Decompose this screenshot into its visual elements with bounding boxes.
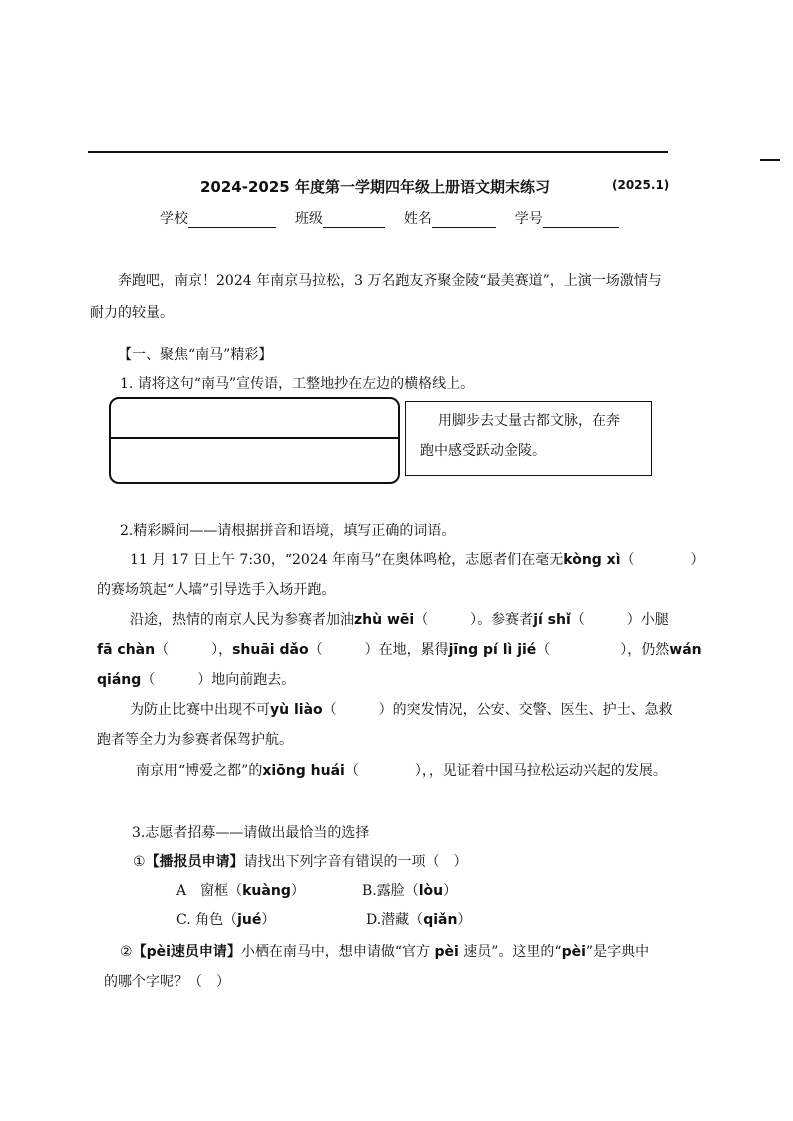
option-a-pinyin: kuàng xyxy=(242,883,291,899)
field-name-label: 姓名 xyxy=(403,211,432,227)
section1-heading: 【一、聚焦“南马”精彩】 xyxy=(118,347,273,363)
q2-text: 南京用“博爱之都”的 xyxy=(136,763,263,779)
slogan-box xyxy=(405,401,652,476)
option-d-close: ） xyxy=(457,912,472,928)
q2-text: 为防止比赛中出现不可 xyxy=(130,702,270,718)
page-title: 2024-2025 年度第一学期四年级上册语文期末练习 xyxy=(200,178,550,196)
option-b-close: ） xyxy=(443,883,458,899)
answer-blank-wanqiang[interactable]: （ ） xyxy=(141,672,212,688)
student-fields xyxy=(160,208,619,228)
option-a-close: ） xyxy=(290,883,305,899)
q2-text: 地向前跑去。 xyxy=(211,672,296,688)
option-c-close: ） xyxy=(261,912,276,928)
q3-sub-2 xyxy=(120,941,649,961)
pinyin-shuaidao: shuāi dǎo xyxy=(232,642,309,658)
answer-blank-jishi[interactable]: （ ） xyxy=(570,612,641,628)
pinyin-kongxi: kòng xì xyxy=(563,552,621,568)
field-class-blank[interactable] xyxy=(323,213,385,228)
top-rule xyxy=(88,151,668,153)
q2-text: ，见证着中国马拉松运动兴起的发展。 xyxy=(428,763,667,779)
answer-blank-yuliao[interactable]: （ ） xyxy=(322,702,393,718)
option-d[interactable] xyxy=(366,909,471,929)
q2-line-5 xyxy=(97,669,295,689)
option-c-text: C. 角色（ xyxy=(176,912,238,928)
q3-sub-2-text: ”是字典中 xyxy=(585,944,650,960)
pinyin-yuliao: yù liào xyxy=(270,702,323,718)
q2-text: 沿途，热情的南京人民为参赛者加油 xyxy=(130,612,354,628)
option-b-text: B.露脸（ xyxy=(362,883,419,899)
pinyin-zhuwei: zhù wēi xyxy=(354,612,415,628)
pinyin-jishi: jí shǐ xyxy=(533,612,571,628)
pacer-pinyin: pèi xyxy=(434,944,459,960)
field-name-blank[interactable] xyxy=(432,213,496,228)
q3-sub-2-text: 速员”。这里的“ xyxy=(458,944,562,960)
copy-writing-box[interactable] xyxy=(109,397,400,484)
pinyin-fachan: fā chàn xyxy=(97,642,156,658)
slogan-line-2: 跑中感受跃动金陵。 xyxy=(420,443,546,459)
pacer-tag-pinyin: pèi xyxy=(146,944,171,960)
q2-line-6 xyxy=(130,699,673,719)
option-c[interactable] xyxy=(176,909,275,929)
option-a[interactable] xyxy=(176,880,305,900)
answer-blank-fachan[interactable]: （ ）， xyxy=(155,642,233,658)
q3-sub-1-text: 请找出下列字音有错误的一项（ ） xyxy=(243,854,468,870)
q3-sub-2-line-2: 的哪个字呢？（ ） xyxy=(104,974,230,990)
margin-mark xyxy=(760,159,780,161)
answer-blank-zhuwei[interactable]: （ ） xyxy=(414,612,478,628)
option-a-text: A 窗框（ xyxy=(176,883,243,899)
question-1: 1. 请将这句“南马”宣传语，工整地抄在左边的横格线上。 xyxy=(120,376,475,392)
field-school-label: 学校 xyxy=(160,211,188,227)
q3-sub-1 xyxy=(133,851,468,871)
q2-text: ，仍然 xyxy=(627,642,670,658)
writing-line-divider xyxy=(111,437,398,439)
option-d-pinyin: qiǎn xyxy=(423,912,458,928)
pinyin-wan: wán xyxy=(669,642,702,658)
option-b[interactable] xyxy=(362,880,457,900)
field-class-label: 班级 xyxy=(294,211,323,227)
pacer-tag-close: 速员申请】 xyxy=(170,944,241,960)
answer-blank-kongxi[interactable]: （ ） xyxy=(620,552,705,568)
option-b-pinyin: lòu xyxy=(418,883,444,899)
field-school-blank[interactable] xyxy=(188,213,276,228)
pacer-tag-open: 【 xyxy=(132,944,147,960)
q2-text: 在地，累得 xyxy=(378,642,449,658)
exam-date: (2025.1) xyxy=(612,178,670,192)
q2-line-3 xyxy=(130,609,669,629)
field-number-blank[interactable] xyxy=(543,213,619,228)
pinyin-jingpilijie: jīng pí lì jié xyxy=(448,642,537,658)
field-number-label: 学号 xyxy=(514,211,543,227)
announcer-tag: 【播报员申请】 xyxy=(145,854,244,870)
intro-line-2: 耐力的较量。 xyxy=(90,305,174,321)
option-d-text: D.潜藏（ xyxy=(366,912,424,928)
q2-text: 11 月 17 日上午 7:30，“2024 年南马”在奥体鸣枪，志愿者们在毫无 xyxy=(130,552,564,568)
q2-line-8 xyxy=(136,760,667,780)
circle-number-1: ① xyxy=(133,854,146,870)
q2-line-7: 跑者等全力为参赛者保驾护航。 xyxy=(97,732,293,748)
answer-blank-xionghuai[interactable]: （ ）， xyxy=(344,763,429,779)
q2-line-2: 的赛场筑起“人墙”引导选手入场开跑。 xyxy=(97,582,336,598)
answer-blank-jingpilijie[interactable]: （ ） xyxy=(536,642,628,658)
q2-text: 。参赛者 xyxy=(477,612,534,628)
q3-sub-2-text: 小栖在南马中，想申请做“官方 xyxy=(240,944,435,960)
q2-line-4 xyxy=(97,639,702,659)
question-2-heading: 2.精彩瞬间——请根据拼音和语境，填写正确的词语。 xyxy=(120,523,456,539)
option-c-pinyin: jué xyxy=(237,912,262,928)
pinyin-qiang: qiáng xyxy=(97,672,142,688)
circle-number-2: ② xyxy=(120,944,133,960)
q2-line-1 xyxy=(130,549,705,569)
intro-line-1: 奔跑吧，南京！2024 年南京马拉松，3 万名跑友齐聚金陵“最美赛道”，上演一场激情与 xyxy=(118,273,662,289)
q2-text: 小腿 xyxy=(640,612,669,628)
pacer-pinyin: pèi xyxy=(561,944,586,960)
question-3-heading: 3.志愿者招募——请做出最恰当的选择 xyxy=(132,825,370,841)
answer-blank-shuaidao[interactable]: （ ） xyxy=(308,642,379,658)
slogan-line-1: 用脚步去丈量古都文脉，在奔 xyxy=(438,413,620,429)
pinyin-xionghuai: xiōng huái xyxy=(262,763,345,779)
q2-text: 的突发情况，公安、交警、医生、护士、急救 xyxy=(392,702,673,718)
